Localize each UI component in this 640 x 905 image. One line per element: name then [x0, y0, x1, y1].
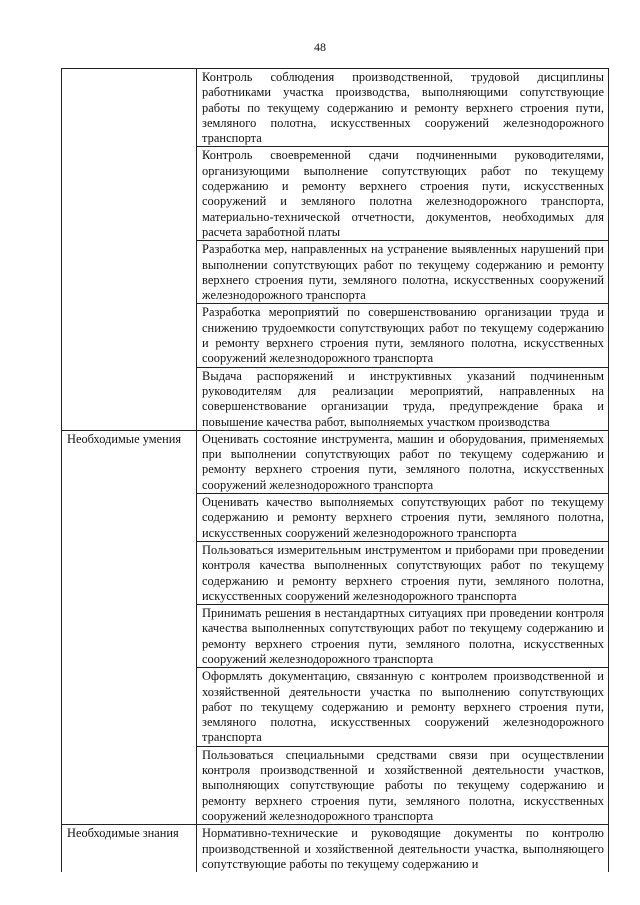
table-cell: Разработка мер, направленных на устранение выявленных нарушений при выполнении сопутствующих работ по текущему содержанию и ремонту верхнего строения пути, земляного полотна, искусственных сооружений железнодорожного транспорта [197, 241, 609, 304]
table-row [62, 69, 609, 147]
section-label-knowledge: Необходимые знания [62, 825, 197, 872]
table-cell: Контроль своевременной сдачи подчиненными руководителями, организующими выполнение сопутствующих работ по текущему содержанию и ремонту верхнего строения пути, искусственных сооружений и земляного полотна железнодорожного транспорта, материально-технической отчетности, документов, необходимых для расчета заработной платы [197, 147, 609, 241]
table-row [62, 430, 609, 493]
requirements-table [61, 68, 609, 872]
table-cell: Разработка мероприятий по совершенствованию организации труда и снижению трудоемкости сопутствующих работ по текущему содержанию и ремонту верхнего строения пути, земляного полотна, искусственных сооружений железнодорожного транспорта [197, 304, 609, 367]
table-cell: Оценивать состояние инструмента, машин и оборудования, применяемых при выполнении сопутствующих работ по текущему содержанию и ремонту верхнего строения пути, земляного полотна, искусственных сооружений железнодорожного транспорта [197, 430, 609, 493]
section-label-cell [62, 69, 197, 431]
table-cell: Оформлять документацию, связанную с контролем производственной и хозяйственной деятельности участка по выполнению сопутствующих работ по текущему содержанию и ремонту верхнего строения пути, земляного полотна, искусственных сооружений железнодорожного транспорта [197, 668, 609, 746]
table-cell: Контроль соблюдения производственной, трудовой дисциплины работниками участка производства, выполняющими сопутствующие работы по текущему содержанию и ремонту верхнего строения пути, земляного полотна, искусственных сооружений железнодорожного транспорта [197, 69, 609, 147]
table-cell: Выдача распоряжений и инструктивных указаний подчиненным руководителям для реализации мероприятий, направленных на совершенствование организации труда, предупреждение брака и повышение качества работ, выполняемых участком производства [197, 367, 609, 430]
table-cell: Пользоваться измерительным инструментом и приборами при проведении контроля качества выполненных сопутствующих работ по текущему содержанию и ремонту верхнего строения пути, земляного полотна, искусственных сооружений железнодорожного транспорта [197, 541, 609, 604]
table-cell: Принимать решения в нестандартных ситуациях при проведении контроля качества выполненных сопутствующих работ по текущему содержанию и ремонту верхнего строения пути, земляного полотна, искусственных сооружений железнодорожного транспорта [197, 605, 609, 668]
table-row [62, 825, 609, 872]
page-number: 48 [314, 40, 326, 54]
section-label-skills: Необходимые умения [62, 430, 197, 824]
table-cell: Пользоваться специальными средствами связи при осуществлении контроля производственной и хозяйственной деятельности участков, выполняющих сопутствующие работы по текущему содержанию и ремонту верхнего строения пути, земляного полотна, искусственных сооружений железнодорожного транспорта [197, 746, 609, 824]
table-cell: Оценивать качество выполняемых сопутствующих работ по текущему содержанию и ремонту верхнего строения пути, земляного полотна, искусственных сооружений железнодорожного транспорта [197, 494, 609, 542]
table-cell: Нормативно-технические и руководящие документы по контролю производственной и хозяйственной деятельности участка, выполняющего сопутствующие работы по текущему содержанию и [197, 825, 609, 872]
